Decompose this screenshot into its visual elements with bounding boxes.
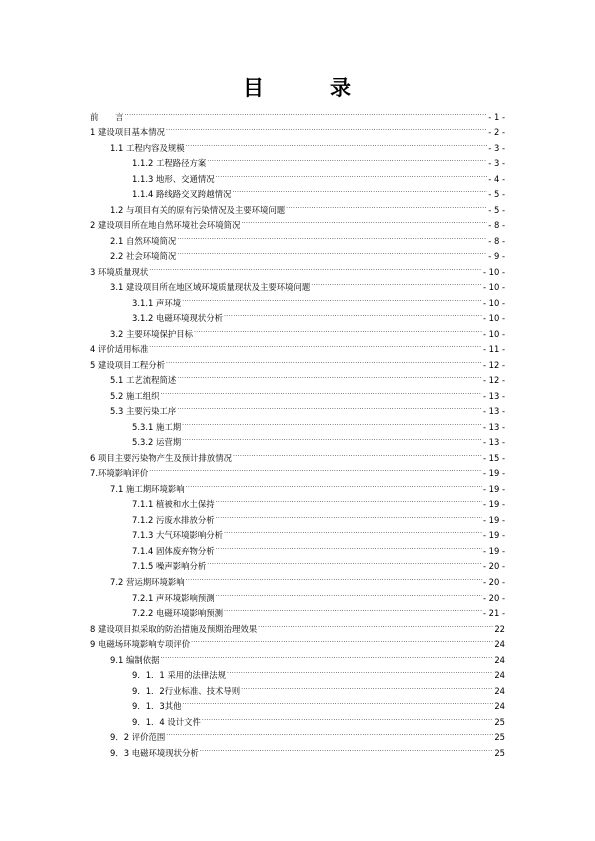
toc-entry-page-number: - 12 - [482,375,505,386]
toc-entry-label: 1.2 与项目有关的原有污染情况及主要环境问题 [110,204,286,215]
toc-entry-page-number: 24 [494,685,505,696]
toc-dot-leader [191,632,493,648]
toc-dot-leader [160,647,493,663]
toc-entry[interactable] [90,120,505,136]
toc-entry-label: 9．2 评价范围 [110,732,166,743]
toc-entry-page-number: - 19 - [482,483,505,494]
toc-dot-leader [194,321,482,337]
toc-entry-page-number: - 19 - [482,545,505,556]
toc-entry-page-number: - 19 - [482,530,505,541]
toc-entry-page-number: - 15 - [482,452,505,463]
toc-entry-label: 7.2.1 声环境影响预测 [132,592,215,603]
toc-entry-label: 7.环境影响评价 [90,468,149,479]
toc-entry-label: 7.1.4 固体废弃物分析 [132,545,215,556]
toc-entry-label: 5.3 主要污染工序 [110,406,177,417]
toc-entry-label: 4 评价适用标准 [90,344,149,355]
toc-dot-leader [224,523,482,539]
toc-entry-page-number: - 20 - [482,576,505,587]
toc-entry-label: 2.2 社会环境简况 [110,251,177,262]
toc-entry-label: 2 建设项目所在地自然环境社会环境简况 [90,220,241,231]
toc-entry-page-number: - 19 - [482,468,505,479]
toc-entry-label: 9．3 电磁环境现状分析 [110,747,199,758]
toc-entry-page-number: - 20 - [482,592,505,603]
toc-dot-leader [224,306,482,322]
toc-entry-page-number: - 2 - [488,127,505,138]
toc-entry[interactable] [90,259,505,275]
toc-dot-leader [149,337,482,353]
toc-entry[interactable] [90,352,505,368]
toc-entry-label: 1.1.2 工程路径方案 [132,158,207,169]
toc-dot-leader [186,476,482,492]
toc-entry-label: 3 环境质量现状 [90,266,149,277]
toc-dot-leader [216,166,488,182]
toc-dot-leader [182,414,482,430]
toc-entry-label: 8 建设项目拟采取的防治措施及预期治理效果 [90,623,258,634]
toc-entry-label: 7.2.2 电磁环境影响预测 [132,608,223,619]
toc-dot-leader [182,290,482,306]
title-char-1: 目 [243,76,264,100]
toc-dot-leader [258,616,493,632]
toc-entry[interactable] [90,461,505,477]
toc-dot-leader [207,554,482,570]
toc-entry-page-number: 24 [494,670,505,681]
toc-dot-leader [166,352,482,368]
toc-entry-page-number: - 19 - [482,499,505,510]
toc-entry-page-number: - 8 - [488,235,505,246]
toc-entry-page-number: - 20 - [482,561,505,572]
toc-entry-label: 6 项目主要污染物产生及预计排放情况 [90,452,232,463]
toc-entry-label: 7.1.5 噪声影响分析 [132,561,207,572]
toc-entry-page-number: - 8 - [488,220,505,231]
toc-entry-page-number: 24 [494,654,505,665]
toc-entry-label: 3.1 建设项目所在地区域环境质量现状及主要环境问题 [110,282,311,293]
toc-dot-leader [125,104,488,120]
toc-entry-label: 9 电磁场环境影响专项评价 [90,639,191,650]
toc-entry-label: 前 言 [90,111,124,122]
toc-entry-page-number: - 12 - [482,359,505,370]
toc-dot-leader [177,368,482,384]
toc-dot-leader [216,538,482,554]
toc-entry-page-number: - 21 - [482,608,505,619]
toc-dot-leader [202,709,493,725]
toc-entry-page-number: - 10 - [482,328,505,339]
toc-entry-page-number: - 10 - [482,282,505,293]
toc-entry-page-number: 24 [494,701,505,712]
toc-entry-label: 1.1.4 路线路交叉跨越情况 [132,189,232,200]
toc-dot-leader [216,492,482,508]
toc-entry-label: 7.2 营运期环境影响 [110,576,185,587]
toc-dot-leader [233,445,482,461]
toc-dot-leader [232,182,487,198]
toc-entry-label: 9．1．3其他 [132,701,182,712]
toc-dot-leader [186,569,482,585]
toc-entry-label: 7.1.1 植被和水土保持 [132,499,215,510]
toc-entry-page-number: 25 [494,747,505,758]
toc-entry-page-number: - 3 - [488,142,505,153]
toc-entry-label: 9．1．1 采用的法律法规 [132,670,227,681]
toc-entry-label: 3.2 主要环境保护目标 [110,328,193,339]
toc-dot-leader [227,663,493,679]
toc-entry-page-number: - 13 - [482,406,505,417]
toc-entry-page-number: - 1 - [488,111,505,122]
toc-entry-page-number: - 11 - [482,344,505,355]
toc-entry[interactable] [90,104,505,120]
toc-dot-leader [166,725,493,741]
toc-entry[interactable] [90,275,505,291]
toc-dot-leader [177,228,487,244]
toc-dot-leader [177,399,482,415]
table-of-contents [90,104,505,756]
toc-dot-leader [216,585,482,601]
toc-entry-label: 5 建设项目工程分析 [90,359,165,370]
toc-dot-leader [186,135,488,151]
toc-entry-page-number: - 4 - [488,173,505,184]
toc-dot-leader [166,120,487,136]
toc-entry-label: 7.1.3 大气环境影响分析 [132,530,223,541]
toc-entry-label: 5.1 工艺流程简述 [110,375,177,386]
toc-entry-label: 9.1 编制依据 [110,654,160,665]
toc-entry-label: 1.1.3 地形、交通情况 [132,173,215,184]
toc-entry-page-number: - 3 - [488,158,505,169]
toc-entry-label: 9．1．4 设计文件 [132,716,201,727]
toc-dot-leader [182,430,482,446]
toc-entry-page-number: - 13 - [482,421,505,432]
toc-entry-label: 5.3.1 施工期 [132,421,182,432]
toc-dot-leader [311,275,482,291]
toc-entry-label: 5.3.2 运营期 [132,437,182,448]
toc-entry-page-number: 24 [494,639,505,650]
toc-entry-page-number: 25 [494,716,505,727]
toc-entry-page-number: 25 [494,732,505,743]
toc-entry-label: 1 建设项目基本情况 [90,127,165,138]
toc-dot-leader [241,213,487,229]
toc-entry-label: 7.1.2 污废水排放分析 [132,514,215,525]
toc-entry-page-number: - 13 - [482,437,505,448]
toc-entry-page-number: - 9 - [488,251,505,262]
toc-dot-leader [241,678,493,694]
toc-entry[interactable] [90,337,505,353]
toc-entry-page-number: - 19 - [482,514,505,525]
toc-dot-leader [224,601,482,617]
toc-entry-label: 1.1 工程内容及规模 [110,142,185,153]
toc-entry-page-number: - 10 - [482,297,505,308]
toc-dot-leader [177,244,487,260]
toc-entry-label: 7.1 施工期环境影响 [110,483,185,494]
toc-entry-label: 2.1 自然环境简况 [110,235,177,246]
toc-dot-leader [149,259,482,275]
toc-entry-label: 3.1.1 声环境 [132,297,182,308]
toc-dot-leader [207,151,487,167]
toc-entry-page-number: 22 [494,623,505,634]
toc-entry-page-number: - 5 - [488,189,505,200]
toc-dot-leader [183,694,494,710]
toc-entry-label: 9．1．2行业标准、技术导则 [132,685,241,696]
toc-entry[interactable] [90,476,505,492]
toc-dot-leader [200,740,494,756]
toc-entry-label: 5.2 施工组织 [110,390,160,401]
title-char-2: 录 [330,76,351,100]
toc-dot-leader [149,461,482,477]
toc-dot-leader [286,197,487,213]
toc-dot-leader [216,507,482,523]
toc-entry-page-number: - 5 - [488,204,505,215]
toc-entry-label: 3.1.2 电磁环境现状分析 [132,313,223,324]
toc-entry-page-number: - 10 - [482,313,505,324]
toc-entry-page-number: - 13 - [482,390,505,401]
toc-dot-leader [160,383,481,399]
toc-entry-page-number: - 10 - [482,266,505,277]
